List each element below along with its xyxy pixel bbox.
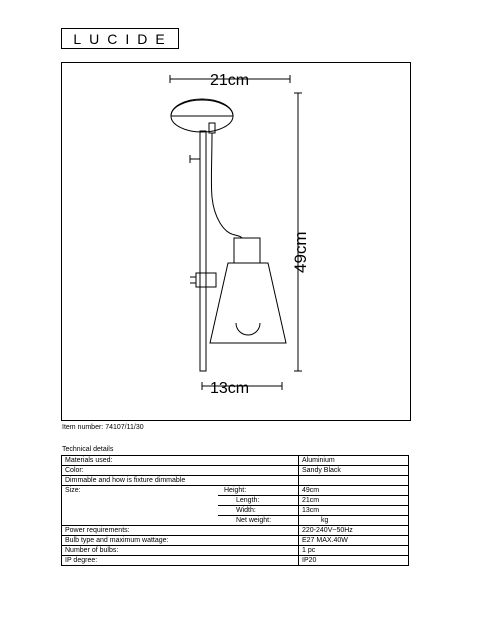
spec-label-cell — [62, 476, 219, 486]
spec-label-cell — [62, 486, 219, 496]
spec-value: Sandy Black — [302, 467, 341, 474]
spec-label: Power requirements: — [65, 527, 130, 534]
spec-label: IP degree: — [65, 557, 98, 564]
spec-label-cell — [62, 526, 219, 536]
spec-label-cell — [62, 456, 219, 466]
spec-value: 49cm — [302, 487, 320, 494]
technical-details-title: Technical details — [62, 446, 114, 453]
spec-sublabel-cell — [218, 556, 299, 566]
spec-sublabel-cell — [218, 526, 299, 536]
spec-label: Bulb type and maximum wattage: — [65, 537, 169, 544]
spec-row — [62, 546, 409, 556]
spec-row — [62, 556, 409, 566]
item-number-label: Item number: — [62, 424, 104, 431]
spec-label: Dimmable and how is fixture dimmable — [65, 477, 186, 484]
spec-sublabel-cell — [218, 466, 299, 476]
spec-label-cell — [62, 556, 219, 566]
spec-value-cell — [299, 546, 409, 556]
spec-label-cell — [62, 466, 219, 476]
spec-sublabel: Length: — [236, 497, 260, 504]
spec-label: Materials used: — [65, 457, 113, 464]
spec-label: Size: — [65, 487, 81, 495]
spec-sublabel: Width: — [236, 507, 256, 514]
spec-value-cell — [299, 556, 409, 566]
spec-sublabel-cell — [218, 496, 299, 506]
spec-value: 1 pc — [302, 547, 316, 554]
technical-details-table — [61, 455, 409, 566]
spec-label-cell — [62, 546, 219, 556]
spec-value: 220-240V~50Hz — [302, 527, 353, 534]
spec-row — [62, 526, 409, 536]
spec-label-cell — [62, 536, 219, 546]
spec-value-cell — [299, 496, 409, 506]
brand-logo-text: LUCIDE — [73, 31, 173, 47]
spec-sublabel-cell — [218, 536, 299, 546]
spec-row — [62, 486, 409, 496]
spec-value: kg — [321, 517, 329, 524]
lamp-outline-drawing — [62, 63, 410, 420]
spec-value: Aluminium — [302, 457, 335, 464]
product-drawing — [61, 62, 411, 421]
spec-sublabel-cell — [218, 456, 299, 466]
spec-value: IP20 — [302, 557, 317, 564]
height-dimension-label: 49cm — [291, 231, 310, 273]
spec-value: E27 MAX.40W — [302, 537, 348, 544]
spec-value-cell — [299, 456, 409, 466]
spec-value-cell — [299, 526, 409, 536]
spec-row — [62, 456, 409, 466]
spec-sublabel: Net weight: — [236, 517, 272, 524]
shade-dimension-label: 13cm — [210, 380, 250, 397]
spec-label-cell — [62, 516, 219, 526]
spec-value: 21cm — [302, 497, 320, 504]
spec-label-cell — [62, 496, 219, 506]
spec-row — [62, 516, 409, 526]
brand-logo — [61, 28, 179, 49]
spec-label: Number of bulbs: — [65, 547, 119, 554]
spec-row — [62, 466, 409, 476]
spec-value-cell — [299, 466, 409, 476]
spec-value-cell — [299, 476, 409, 486]
spec-row — [62, 506, 409, 516]
spec-row — [62, 496, 409, 506]
spec-sublabel-cell — [218, 546, 299, 556]
spec-label-cell — [62, 506, 219, 516]
spec-value-cell — [299, 536, 409, 546]
spec-sublabel-cell — [218, 506, 299, 516]
spec-value-cell — [299, 506, 409, 516]
spec-row — [62, 536, 409, 546]
spec-sublabel-cell — [218, 516, 299, 526]
spec-value: 13cm — [302, 507, 320, 514]
item-number-value: 74107/11/30 — [105, 424, 144, 431]
width-dimension-label: 21cm — [210, 72, 250, 89]
spec-sublabel: Height: — [224, 487, 247, 494]
item-number — [62, 424, 144, 431]
spec-label: Color: — [65, 467, 84, 474]
spec-row — [62, 476, 409, 486]
spec-sublabel-cell — [218, 486, 299, 496]
spec-value-cell — [299, 486, 409, 496]
spec-value-cell — [299, 516, 409, 526]
spec-sublabel-cell — [218, 476, 299, 486]
